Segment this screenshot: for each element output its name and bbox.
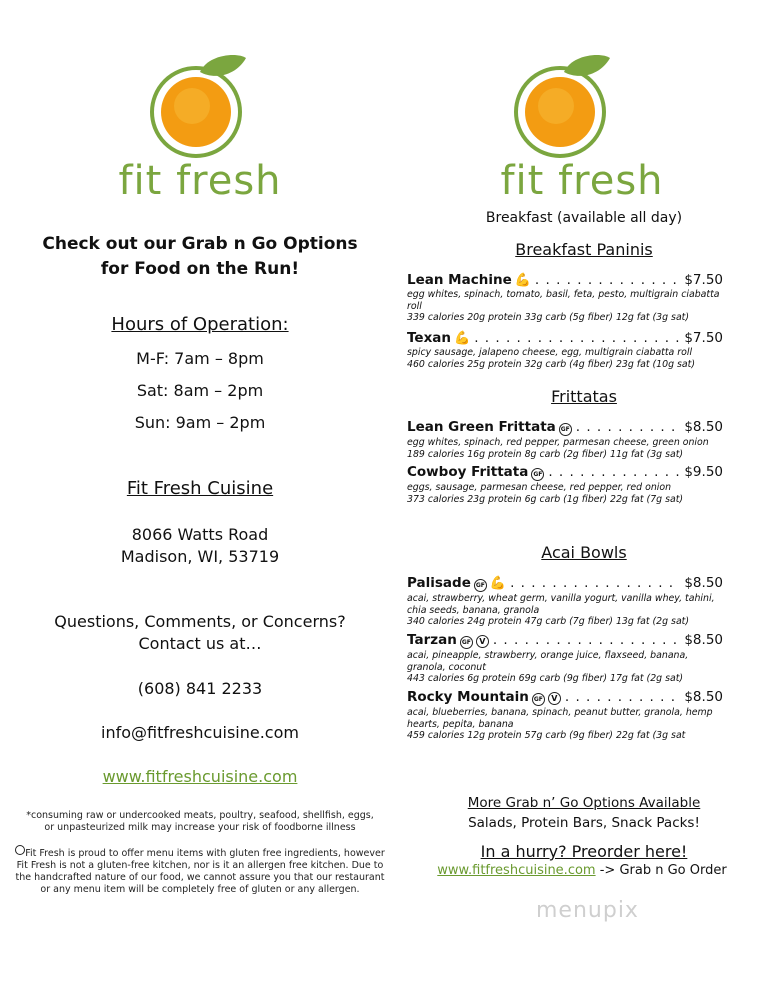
hours-weekday: M-F: 7am – 8pm: [136, 349, 264, 368]
item-price: $7.50: [684, 272, 723, 288]
item-price: $9.50: [684, 464, 723, 480]
item-price: $8.50: [684, 632, 723, 648]
gf-note-line2: Fit Fresh is not a gluten-free kitchen, nor is it an allergen free kitchen. Due to: [16, 860, 384, 871]
menu-item-lean-machine: [407, 272, 723, 324]
gluten-free-icon: GF: [531, 468, 544, 481]
menu-item-tarzan: [407, 632, 723, 685]
item-description: egg whites, spinach, red pepper, parmesan cheese, green onion: [407, 437, 709, 448]
item-price: $7.50: [684, 330, 723, 346]
headline-line1: Check out our Grab n Go Options: [42, 234, 358, 254]
item-nutrition: 189 calories 16g protein 8g carb (2g fiber) 11g fat (3g sat): [407, 448, 684, 460]
section-acai-bowls: Acai Bowls: [541, 543, 627, 562]
phone-number[interactable]: (608) 841 2233: [137, 679, 263, 698]
address-line1: 8066 Watts Road: [131, 525, 269, 544]
item-name: Tarzan: [407, 632, 457, 648]
menu-subtitle: Breakfast (available all day): [485, 210, 683, 226]
headline-line2: for Food on the Run!: [100, 259, 300, 279]
gluten-free-icon: GF: [532, 693, 545, 706]
item-nutrition: 373 calories 23g protein 6g carb (1g fiber) 22g fat (7g sat): [407, 493, 684, 505]
gf-icon: [15, 845, 25, 855]
section-breakfast-paninis: Breakfast Paninis: [515, 240, 653, 259]
section-frittatas: Frittatas: [551, 387, 617, 406]
item-name: Palisade: [407, 575, 471, 591]
questions-line1: Questions, Comments, or Concerns?: [54, 612, 346, 631]
brand-logo-text: fit fresh: [500, 158, 664, 204]
protein-flex-icon: 💪: [514, 273, 531, 288]
item-description: eggs, sausage, parmesan cheese, red pepper, red onion: [407, 482, 672, 493]
item-nutrition: 460 calories 25g protein 32g carb (4g fiber) 23g fat (10g sat): [407, 358, 695, 370]
address-line2: Madison, WI, 53719: [120, 547, 280, 566]
gf-note-line1: Fit Fresh is proud to offer menu items with gluten free ingredients, however: [25, 848, 385, 859]
gluten-free-icon: GF: [559, 423, 572, 436]
menu-item-palisade: [407, 575, 723, 628]
item-description: spicy sausage, jalapeno cheese, egg, multigrain ciabatta roll: [407, 347, 693, 358]
item-description: hearts, pepita, banana: [407, 718, 514, 730]
hours-saturday: Sat: 8am – 2pm: [136, 381, 264, 400]
protein-flex-icon: 💪: [489, 576, 507, 591]
website-link[interactable]: www.fitfreshcuisine.com: [102, 767, 298, 786]
menu-item-cowboy-frittata: [407, 464, 723, 505]
protein-flex-icon: 💪: [454, 331, 471, 346]
item-nutrition: 459 calories 12g protein 57g carb (9g fiber) 22g fat (3g sat: [407, 730, 686, 741]
item-description: chia seeds, banana, granola: [407, 604, 540, 616]
menu-item-lean-green-frittata: [407, 419, 723, 460]
more-options-title: More Grab n’ Go Options Available: [467, 795, 701, 811]
gluten-free-icon: GF: [474, 579, 487, 592]
disclaimer-line1: *consuming raw or undercooked meats, poultry, seafood, shellfish, eggs,: [26, 810, 374, 821]
vegan-icon: V: [476, 635, 489, 648]
item-name: Lean Machine: [407, 272, 512, 288]
menupix-watermark: menupix: [536, 898, 639, 923]
brand-logo-text: fit fresh: [118, 158, 282, 204]
preorder-link[interactable]: www.fitfreshcuisine.com: [437, 863, 596, 878]
questions-line2: Contact us at…: [138, 634, 262, 653]
disclaimer-line2: or unpasteurized milk may increase your risk of foodborne illness: [44, 822, 356, 833]
item-price: $8.50: [684, 419, 723, 435]
item-name: Rocky Mountain: [407, 689, 529, 705]
gluten-free-icon: GF: [460, 636, 473, 649]
item-description: egg whites, spinach, tomato, basil, feta, pesto, multigrain ciabatta: [407, 289, 720, 300]
item-nutrition: 340 calories 24g protein 47g carb (7g fiber) 13g fat (2g sat): [407, 616, 690, 627]
preorder-suffix: -> Grab n Go Order: [595, 863, 727, 878]
orange-logo-icon: [148, 54, 252, 158]
more-options-list: Salads, Protein Bars, Snack Packs!: [468, 815, 700, 831]
item-description: acai, blueberries, banana, spinach, peanut butter, granola, hemp: [407, 707, 713, 718]
gf-note-line3: the handcrafted nature of our food, we cannot assure you that our restaurant: [15, 872, 385, 883]
item-name: Texan: [407, 330, 452, 346]
gf-note-line4: or any menu item will be completely free of gluten or any allergen.: [40, 884, 360, 895]
item-price: $8.50: [684, 575, 723, 591]
preorder-title: In a hurry? Preorder here!: [480, 842, 688, 861]
menu-item-texan: [407, 330, 723, 370]
item-name: Cowboy Frittata: [407, 464, 529, 480]
item-description: acai, strawberry, wheat germ, vanilla yogurt, vanilla whey, tahini,: [407, 593, 715, 604]
menu-item-rocky-mountain: [407, 689, 723, 742]
item-description: granola, coconut: [407, 661, 486, 673]
item-description: acai, pineapple, strawberry, orange juice, flaxseed, banana,: [407, 650, 689, 661]
vegan-icon: V: [548, 692, 561, 705]
orange-logo-icon: [512, 54, 616, 158]
hours-sunday: Sun: 9am – 2pm: [134, 413, 266, 432]
item-nutrition: 339 calories 20g protein 33g carb (5g fiber) 12g fat (3g sat): [407, 312, 690, 323]
business-name: Fit Fresh Cuisine: [126, 478, 274, 499]
item-description: roll: [407, 300, 422, 312]
item-price: $8.50: [684, 689, 723, 705]
hours-title: Hours of Operation:: [111, 314, 289, 335]
email-address[interactable]: info@fitfreshcuisine.com: [101, 723, 299, 742]
item-name: Lean Green Frittata: [407, 419, 556, 435]
item-nutrition: 443 calories 6g protein 69g carb (9g fiber) 17g fat (2g sat): [407, 673, 684, 684]
